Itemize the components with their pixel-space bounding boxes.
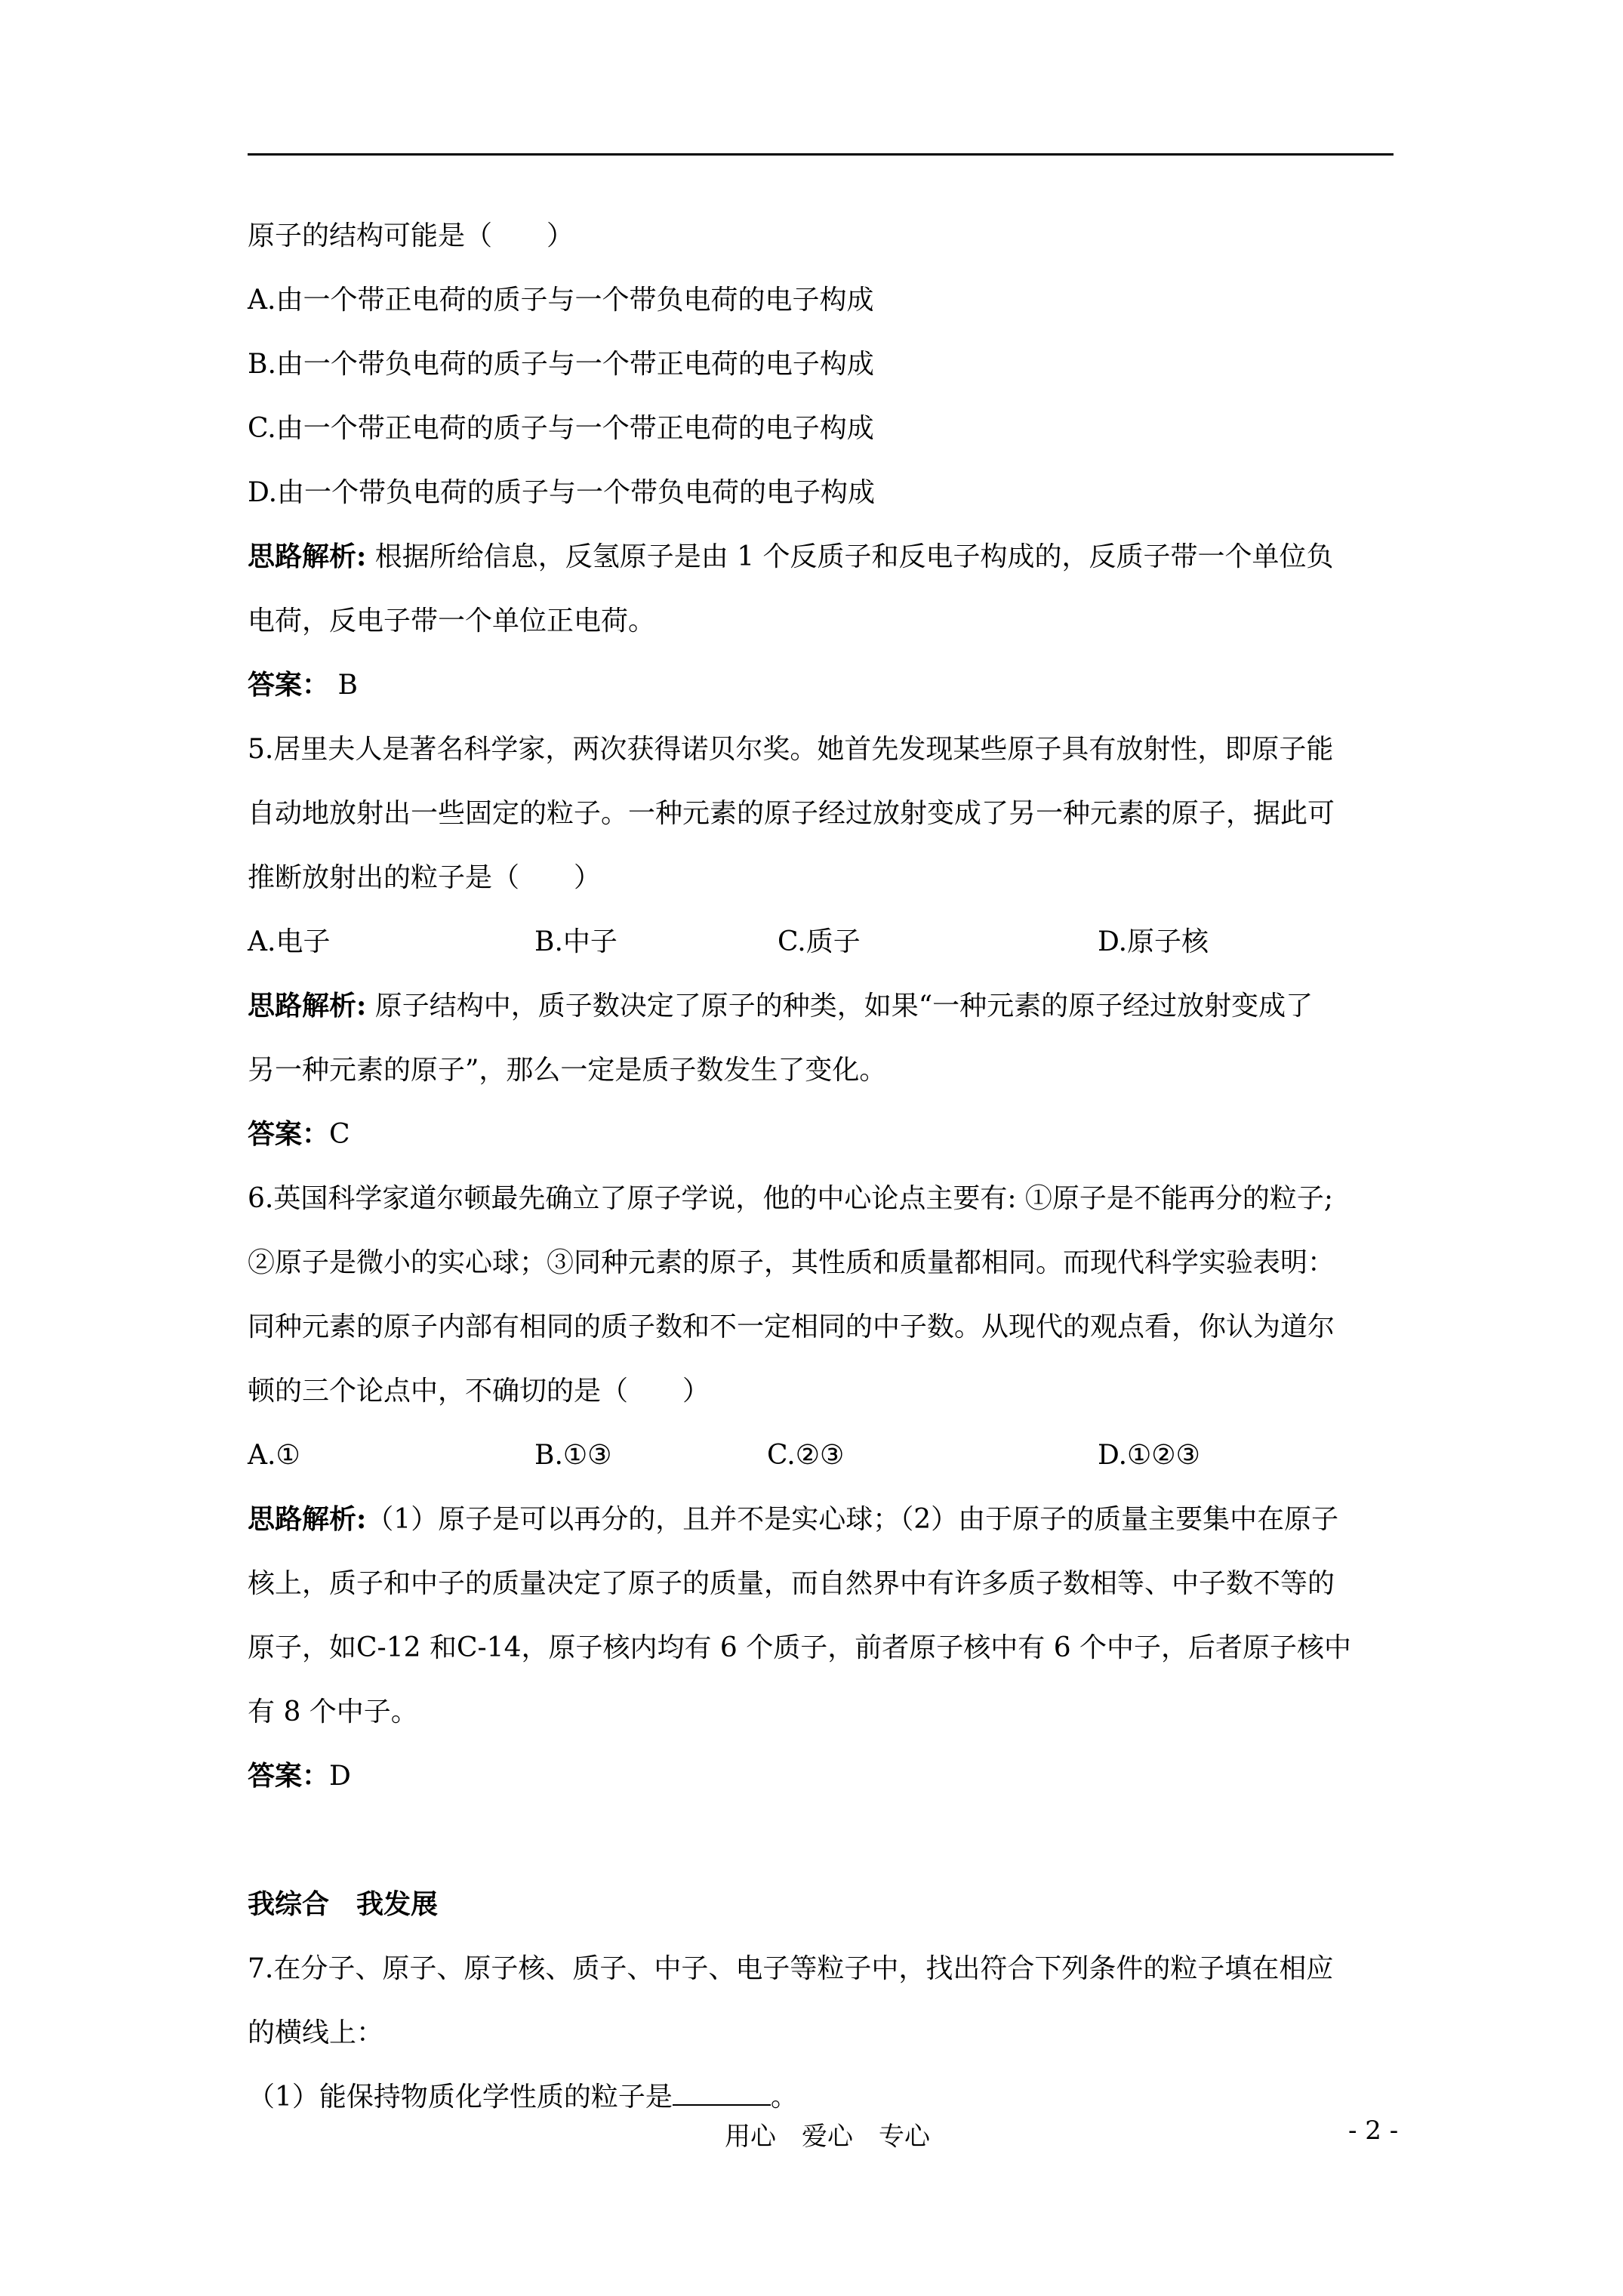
q4-option-c: C.由一个带正电荷的质子与一个带正电荷的电子构成: [248, 413, 874, 444]
q4-answer-label: 答案：: [248, 669, 330, 701]
q6-analysis-line-1: [248, 1487, 1394, 1552]
q5-option-b: B.中子: [534, 926, 617, 957]
q7-stem-line-2: 的横线上：: [248, 2017, 384, 2048]
q7-sub-1-prefix: （1）能保持物质化学性质的粒子是: [248, 2082, 673, 2113]
q6-answer-label: 答案：: [248, 1760, 330, 1792]
page-number: - 2 -: [1348, 2116, 1399, 2146]
q4-option-b: B.由一个带负电荷的质子与一个带正电荷的电子构成: [248, 349, 874, 380]
q5-option-a: A.电子: [248, 926, 331, 957]
q4-option-a: A.由一个带正电荷的质子与一个带负电荷的电子构成: [248, 285, 874, 316]
spacer: [248, 1808, 1394, 1872]
q6-option-c: C.②③: [767, 1440, 845, 1471]
q5-analysis-line-1: [248, 974, 1394, 1038]
q6-analysis-label: 思路解析:: [248, 1503, 367, 1535]
q6-option-b: B.①③: [534, 1440, 612, 1471]
q6-option-d: D.①②③: [1098, 1440, 1200, 1471]
header-rule: [248, 153, 1394, 156]
section-title: 我综合 我发展: [248, 1888, 439, 1920]
q5-answer-value: C: [329, 1119, 350, 1150]
q4-answer-value: B: [329, 670, 358, 701]
q6-options: [248, 1423, 1394, 1487]
q6-answer-value: D: [329, 1761, 351, 1792]
q4-stem: 原子的结构可能是（ ）: [248, 220, 574, 251]
q5-analysis-text-1: 原子结构中，质子数决定了原子的种类，如果“一种元素的原子经过放射变成了: [374, 991, 1313, 1022]
q6-analysis-text-1: （1）原子是可以再分的，且并不是实心球；（2）由于原子的质量主要集中在原子: [366, 1504, 1339, 1535]
q5-analysis-label: 思路解析:: [248, 990, 367, 1022]
q6-analysis-line-3: 原子，如C-12 和C-14，原子核内均有 6 个质子，前者原子核中有 6 个中子，后者原子核中: [248, 1632, 1352, 1663]
page-content: [248, 204, 1394, 2129]
q5-option-c: C.质子: [778, 926, 861, 957]
q6-analysis-line-4: 有 8 个中子。: [248, 1697, 418, 1727]
q5-stem-line-3: 推断放射出的粒子是（ ）: [248, 862, 602, 893]
q6-option-a: A.①: [248, 1440, 300, 1471]
q4-analysis-line-2: 电荷，反电子带一个单位正电荷。: [248, 606, 656, 636]
q5-stem-line-1: 5.居里夫人是著名科学家，两次获得诺贝尔奖。她首先发现某些原子具有放射性，即原子能: [248, 734, 1334, 765]
q5-stem-line-2: 自动地放射出一些固定的粒子。一种元素的原子经过放射变成了另一种元素的原子，据此可: [248, 798, 1335, 829]
q4-answer: [248, 653, 1394, 717]
q5-answer: [248, 1102, 1394, 1166]
q4-analysis-text-1: 根据所给信息，反氢原子是由 1 个反质子和反电子构成的，反质子带一个单位负: [374, 541, 1334, 572]
answer-blank: [673, 2103, 771, 2106]
q6-answer: [248, 1744, 1394, 1808]
q7-sub-1-suffix: 。: [770, 2082, 798, 2113]
q6-stem-line-3: 同种元素的原子内部有相同的质子数和不一定相同的中子数。从现代的观点看，你认为道尔: [248, 1311, 1335, 1342]
q7-stem-line-1: 7.在分子、原子、原子核、质子、中子、电子等粒子中，找出符合下列条件的粒子填在相应: [248, 1953, 1334, 1984]
q5-option-d: D.原子核: [1098, 926, 1209, 957]
q4-option-d: D.由一个带负电荷的质子与一个带负电荷的电子构成: [248, 477, 876, 508]
q5-analysis-line-2: 另一种元素的原子”，那么一定是质子数发生了变化。: [248, 1055, 887, 1086]
q6-stem-line-4: 顿的三个论点中，不确切的是（ ）: [248, 1376, 710, 1407]
q5-options: [248, 910, 1394, 974]
q4-analysis-line-1: [248, 525, 1394, 589]
q5-answer-label: 答案：: [248, 1118, 330, 1150]
footer-motto: 用心 爱心 专心: [725, 2122, 930, 2152]
q4-analysis-label: 思路解析:: [248, 541, 367, 572]
q6-analysis-line-2: 核上，质子和中子的质量决定了原子的质量，而自然界中有许多质子数相等、中子数不等的: [248, 1568, 1335, 1599]
q6-stem-line-1: 6.英国科学家道尔顿最先确立了原子学说，他的中心论点主要有: ①原子是不能再分的粒子;: [248, 1183, 1334, 1214]
q6-stem-line-2: ②原子是微小的实心球；③同种元素的原子，其性质和质量都相同。而现代科学实验表明：: [248, 1247, 1335, 1278]
